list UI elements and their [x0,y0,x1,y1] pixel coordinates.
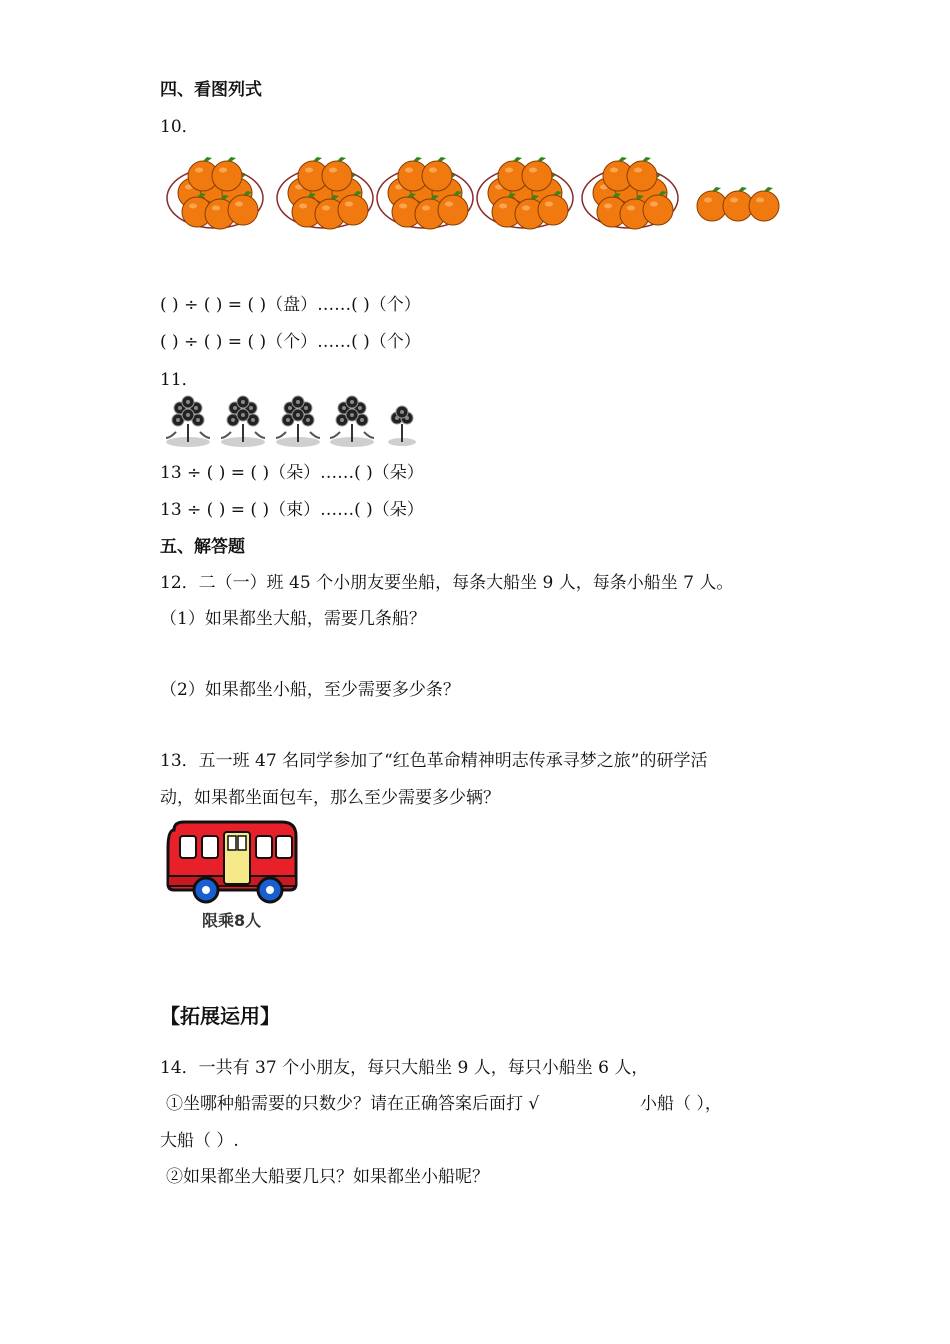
small-boat-answer: 小船（ ）， [640,1094,722,1114]
question-11-equation-2: 13 ÷ ( ) = ( )（束）……( )（朵） [160,500,424,520]
section-title-look-and-write: 四、看图列式 [160,80,262,100]
question-14-part-1: ①坐哪种船需要的只数少？请在正确答案后面打 √ [166,1094,540,1114]
question-10-equation-1: ( ) ÷ ( ) = ( )（盘）……( )（个） [160,295,421,315]
big-boat-answer: 大船（ ）. [160,1131,239,1151]
question-10-equation-2: ( ) ÷ ( ) = ( )（个）……( )（个） [160,332,421,352]
question-10-number: 10． [160,117,199,137]
oranges-plates-illustration [160,150,790,240]
question-14-part-2: ②如果都坐大船要几只？如果都坐小船呢？ [166,1167,489,1187]
question-14-text: 14．一共有 37 个小朋友，每只大船坐 9 人，每只小船坐 6 人， [160,1058,649,1078]
question-12-text: 12．二（一）班 45 个小朋友要坐船，每条大船坐 9 人，每条小船坐 7 人。 [160,573,734,593]
section-title-word-problems: 五、解答题 [160,537,245,557]
question-12-part-1: （1）如果都坐大船，需要几条船？ [160,609,426,629]
bus-capacity-caption: 限乘8人 [202,911,262,930]
question-11-number: 11． [160,370,199,390]
flowers-illustration [160,398,430,448]
question-12-part-2: （2）如果都坐小船，至少需要多少条？ [160,680,460,700]
question-13-text-line-1: 13．五一班 47 名同学参加了“红色革命精神明志传承寻梦之旅”的研学活 [160,751,708,771]
section-title-extension: 【拓展运用】 [160,1004,280,1028]
question-13-text-line-2: 动，如果都坐面包车，那么至少需要多少辆？ [160,788,500,808]
question-11-equation-1: 13 ÷ ( ) = ( )（朵）……( )（朵） [160,463,424,483]
